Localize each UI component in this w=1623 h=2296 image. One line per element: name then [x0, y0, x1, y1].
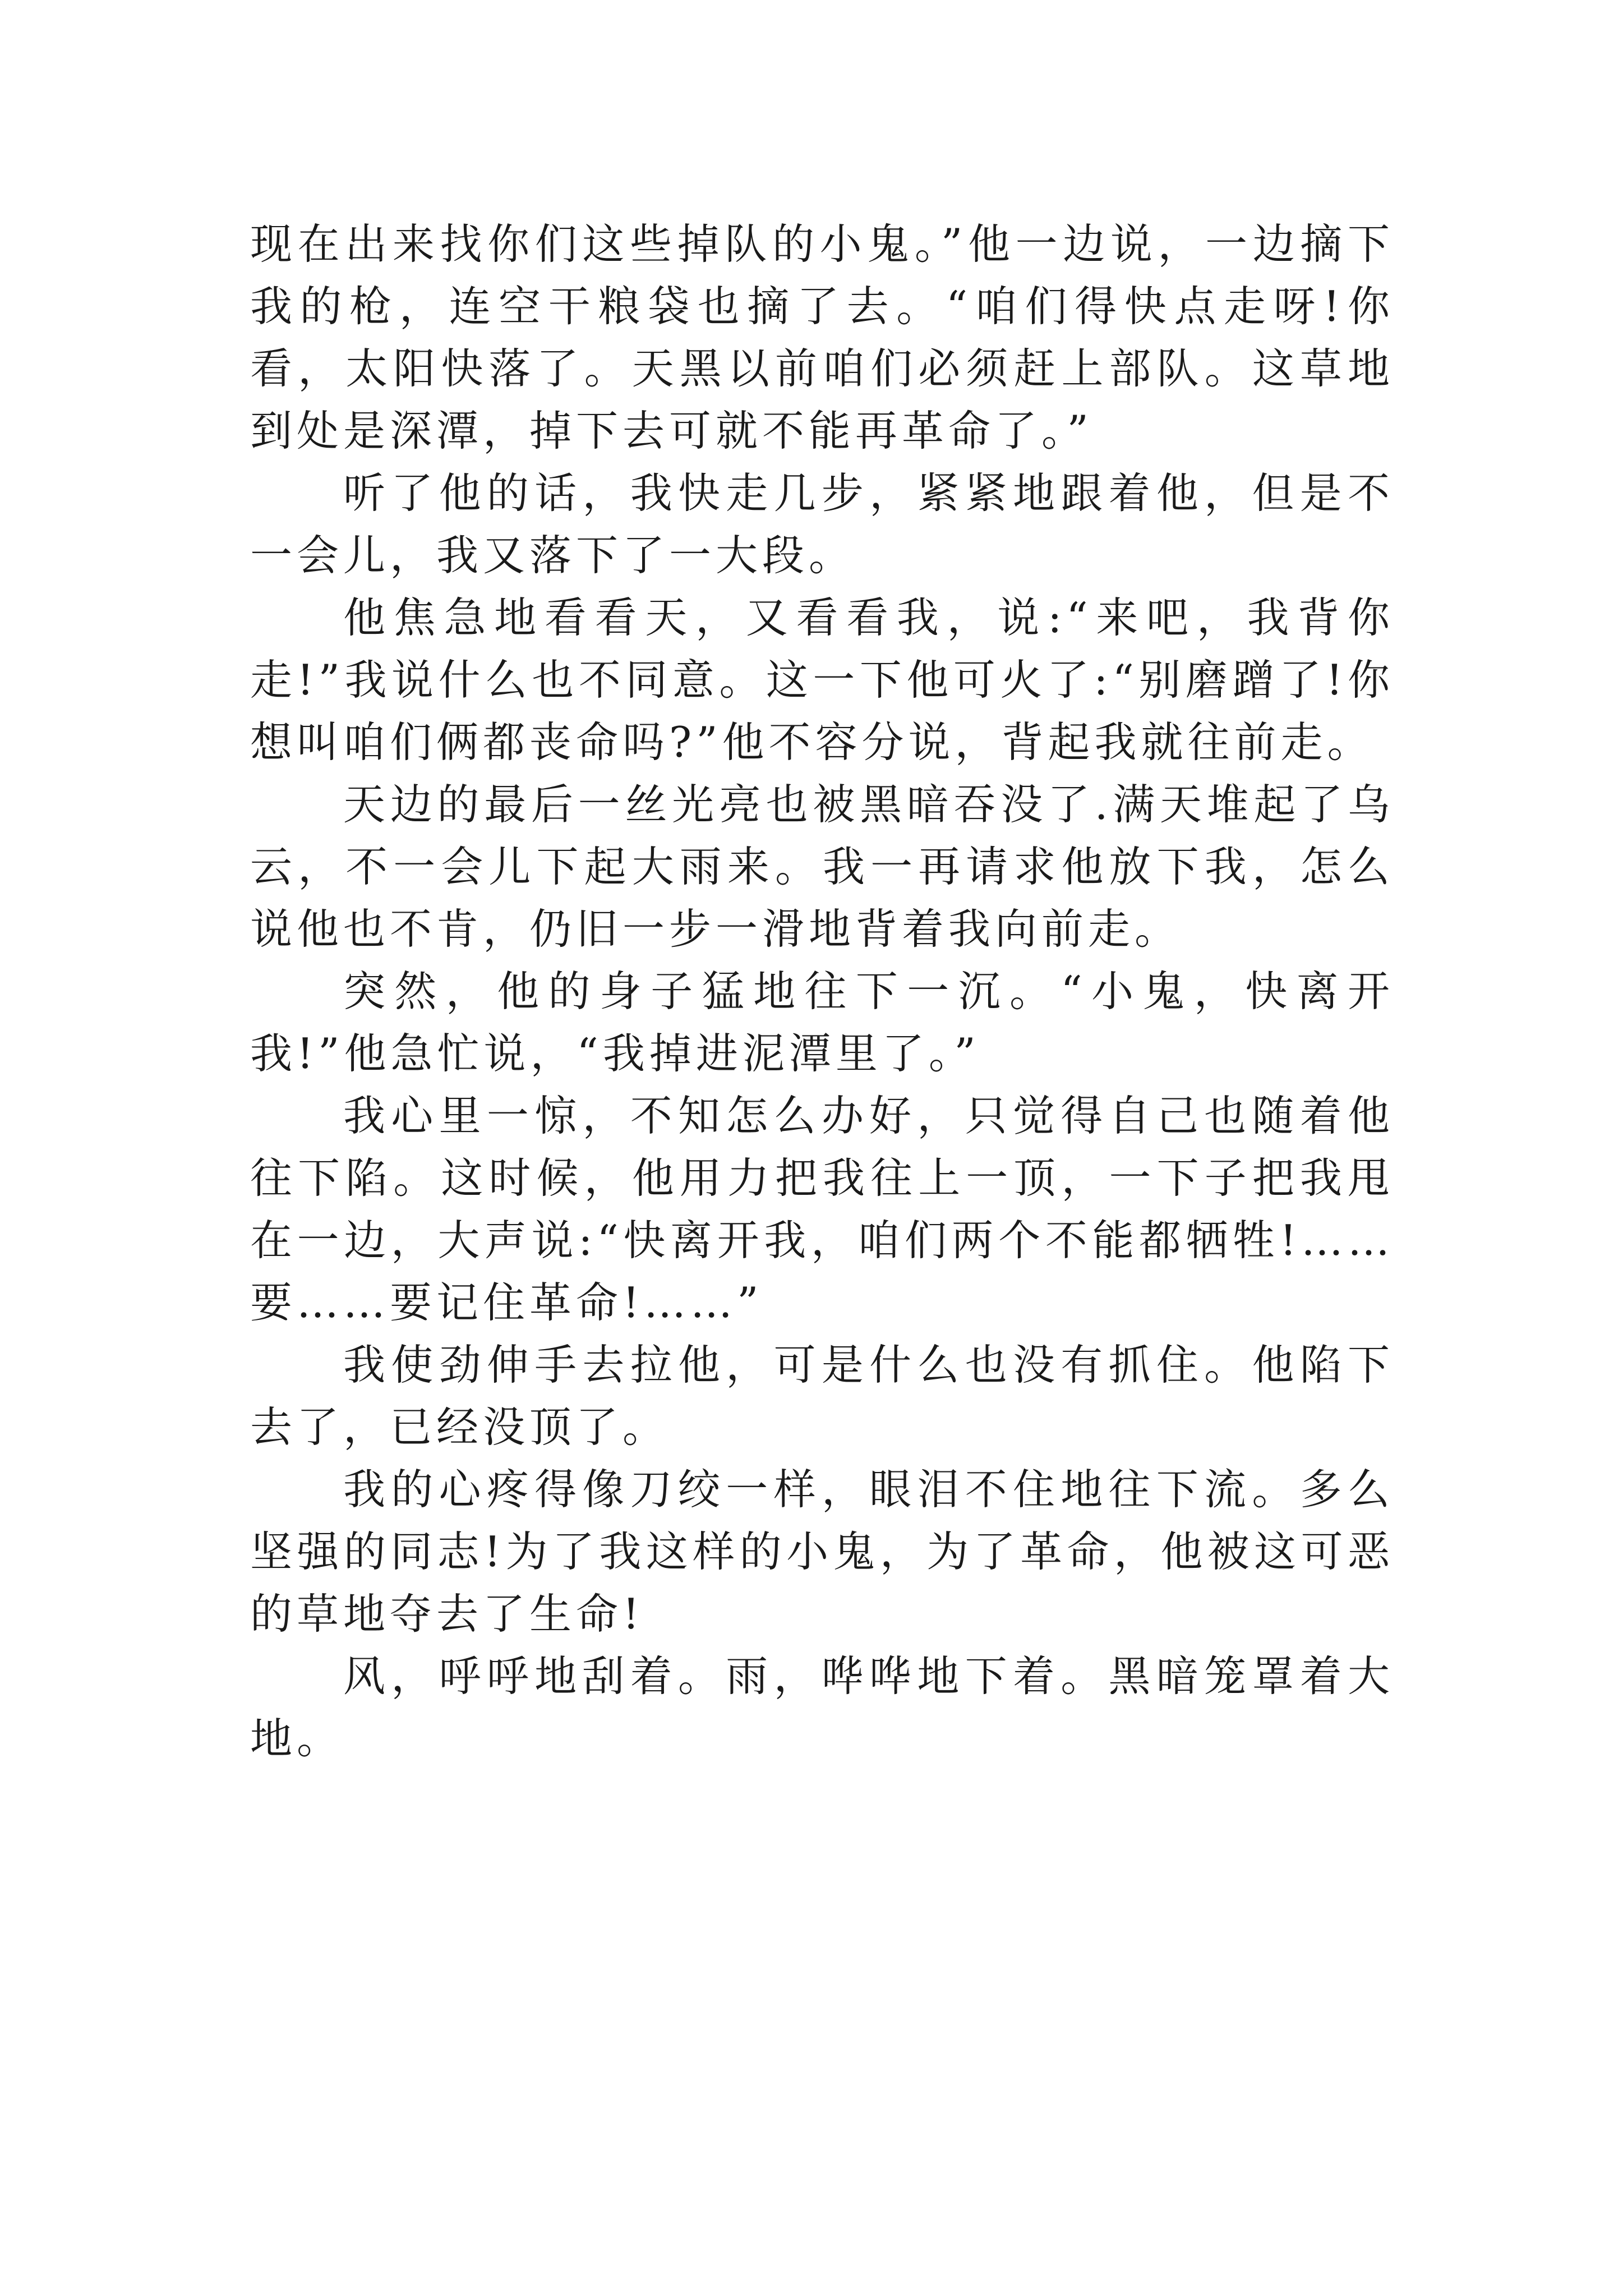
paragraph-8: 我的心疼得像刀绞一样，眼泪不住地往下流。多么坚强的同志!为了我这样的小鬼，为了革命，他被这可恶的草地夺去了生命!	[250, 1465, 1394, 1639]
paragraph-3: 他焦急地看看天，又看看我，说:“来吧，我背你走!”我说什么也不同意。这一下他可火了:“别磨蹭了!你想叫咱们俩都丧命吗?”他不容分说，背起我就往前走。	[250, 593, 1394, 767]
paragraph-1: 现在出来找你们这些掉队的小鬼。”他一边说，一边摘下我的枪，连空干粮袋也摘了去。“咱们得快点走呀!你看，太阳快落了。天黑以前咱们必须赶上部队。这草地到处是深潭，掉下去可就不能再革命了。”	[250, 219, 1394, 455]
story-text	[250, 213, 1394, 1770]
paragraph-4: 天边的最后一丝光亮也被黑暗吞没了.满天堆起了乌云，不一会儿下起大雨来。我一再请求他放下我，怎么说他也不肯，仍旧一步一滑地背着我向前走。	[250, 780, 1394, 954]
paragraph-7: 我使劲伸手去拉他，可是什么也没有抓住。他陷下去了，已经没顶了。	[250, 1340, 1394, 1452]
paragraph-5: 突然，他的身子猛地往下一沉。“小鬼，快离开我!”他急忙说，“我掉进泥潭里了。”	[250, 967, 1394, 1078]
paragraph-9: 风，呼呼地刮着。雨，哗哗地下着。黑暗笼罩着大地。	[250, 1651, 1394, 1763]
paragraph-2: 听了他的话，我快走几步，紧紧地跟着他，但是不一会儿，我又落下了一大段。	[250, 468, 1394, 580]
paragraph-6: 我心里一惊，不知怎么办好，只觉得自己也随着他往下陷。这时候，他用力把我往上一顶，一下子把我甩在一边，大声说:“快离开我，咱们两个不能都牺牲!……要……要记住革命!……”	[250, 1091, 1394, 1327]
